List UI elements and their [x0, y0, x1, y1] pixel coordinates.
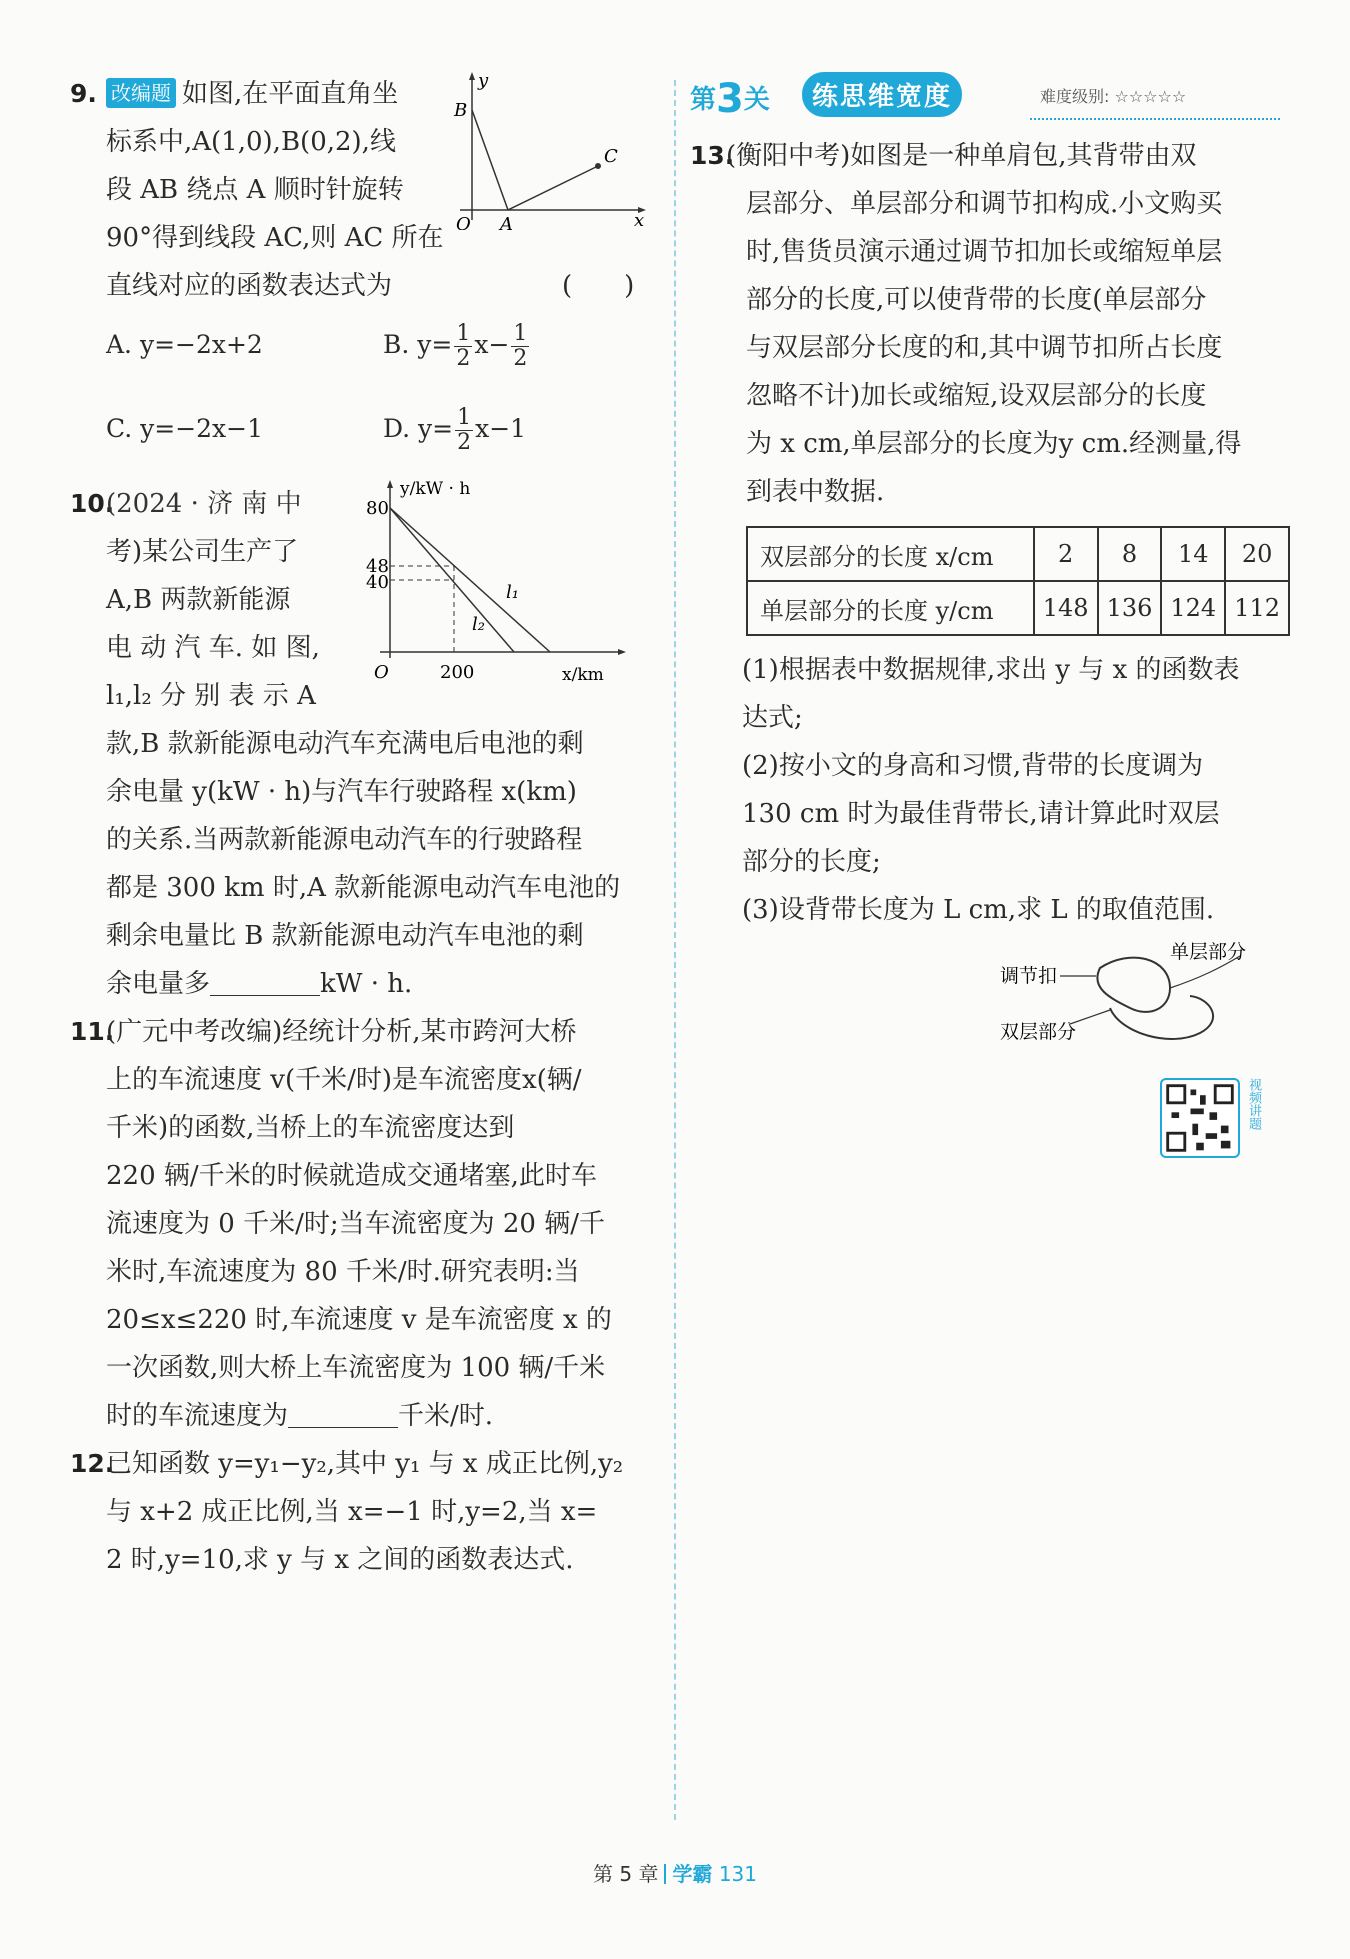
level-badge [690, 76, 770, 122]
bag-strap-icon [1097, 958, 1170, 1012]
page-footer [0, 1858, 1350, 1887]
x-axis-arrow [618, 649, 626, 655]
line-l1 [390, 508, 550, 652]
q9-text: 如图,在平面直角坐 [182, 79, 399, 109]
tick-80: 80 [366, 498, 389, 519]
q9-text-last [70, 262, 660, 310]
label-l1: l₁ [506, 582, 519, 603]
qr-finder [1215, 1086, 1232, 1103]
q13-text: (衡阳中考)如图是一种单肩包,其背带由双 [726, 141, 1197, 171]
q11-text-last [70, 1392, 660, 1440]
q10-text: l₁,l₂ 分 别 表 示 A [106, 681, 316, 711]
q11-text: 20≤x≤220 时,车流速度 v 是车流密度 x 的 [106, 1305, 612, 1335]
q12-line-1 [70, 1440, 660, 1488]
q11-number: 11. [70, 1017, 115, 1046]
qr-label: 视频讲题 [1246, 1078, 1261, 1130]
question-9 [70, 70, 660, 480]
q9-text: 标系中,A(1,0),B(0,2),线 [106, 127, 396, 157]
bag-body-icon [1110, 996, 1213, 1039]
q9-options-row-1 [70, 310, 660, 380]
level-post: 关 [743, 85, 770, 115]
footer-separator [664, 1864, 666, 1884]
table-row [747, 527, 1289, 581]
table-cell: 20 [1225, 527, 1289, 581]
denominator: 2 [456, 346, 471, 371]
tick-40: 40 [366, 572, 389, 593]
tick-200: 200 [440, 662, 475, 683]
qr-module [1191, 1109, 1204, 1115]
q10-energy-graph [350, 472, 650, 692]
y-axis-arrow [387, 480, 393, 488]
q9-option-b[interactable] [383, 310, 660, 380]
origin-label: O [374, 662, 389, 683]
label-single: 单层部分 [1170, 941, 1247, 963]
table-header-y: 单层部分的长度 y/cm [747, 581, 1034, 635]
q9-option-b-prefix: B. y= [383, 330, 453, 359]
point-a-label: A [500, 214, 513, 230]
q10-answer-blank[interactable] [210, 972, 320, 996]
table-header-x: 双层部分的长度 x/cm [747, 527, 1034, 581]
table-cell: 14 [1161, 527, 1225, 581]
q13-line-1 [690, 132, 1290, 180]
column-divider [674, 80, 676, 1820]
qr-module [1191, 1090, 1197, 1096]
q10-text: A,B 两款新能源 [106, 585, 291, 615]
q13-subquestion-1: (1)根据表中数据规律,求出 y 与 x 的函数表 [742, 655, 1240, 685]
segment-ab [472, 110, 508, 210]
q11-text: 上的车流速度 v(千米/时)是车流密度x(辆/ [106, 1065, 582, 1095]
footer-brand: 学霸 [672, 1862, 713, 1886]
q13-text: 忽略不计)加长或缩短,设双层部分的长度 [746, 381, 1207, 411]
numerator: 1 [513, 321, 528, 346]
q11-text: (广元中考改编)经统计分析,某市跨河大桥 [106, 1017, 577, 1047]
qr-code-icon[interactable] [1160, 1078, 1240, 1158]
right-column [690, 70, 1290, 1158]
qr-module [1200, 1095, 1206, 1105]
q13-subquestion-3: (3)设背带长度为 L cm,求 L 的取值范围. [742, 895, 1215, 925]
level-number: 3 [716, 76, 744, 122]
page-number: 131 [718, 1862, 757, 1886]
q13-text: 与双层部分长度的和,其中调节扣所占长度 [746, 333, 1223, 363]
q13-text: 部分的长度,可以使背带的长度(单层部分 [746, 285, 1207, 315]
q12-text: 已知函数 y=y₁−y₂,其中 y₁ 与 x 成正比例,y₂ [106, 1449, 624, 1479]
q11-line-1 [70, 1008, 660, 1056]
qr-finder [1168, 1086, 1185, 1103]
label-double: 双层部分 [1000, 1021, 1077, 1043]
q9-option-a[interactable]: A. y=−2x+2 [106, 330, 263, 359]
q11-text: 一次函数,则大桥上车流密度为 100 辆/千米 [106, 1353, 606, 1383]
denominator: 2 [457, 430, 472, 455]
qr-module [1221, 1126, 1229, 1134]
qr-module [1196, 1143, 1204, 1151]
q13-number: 13. [690, 141, 735, 170]
y-axis-label: y/kW · h [400, 479, 471, 499]
q13-subquestion-2: (2)按小文的身高和习惯,背带的长度调为 [742, 751, 1204, 781]
q10-text: (2024 · 济 南 中 [106, 489, 302, 519]
point-c-label: C [604, 146, 618, 167]
q10-text: 余电量多 [106, 969, 211, 999]
q11-text: 千米/时. [398, 1401, 494, 1431]
origin-label: O [456, 214, 471, 230]
label-l2: l₂ [472, 614, 485, 635]
question-12 [70, 1440, 660, 1584]
denominator: 2 [513, 346, 528, 371]
q10-text: kW · h. [320, 969, 413, 999]
numerator: 1 [457, 405, 472, 430]
q11-text: 流速度为 0 千米/时;当车流密度为 20 辆/千 [106, 1209, 605, 1239]
point-c [595, 163, 601, 169]
q9-number: 9. [70, 79, 97, 108]
segment-ac [508, 166, 598, 210]
q12-text: 与 x+2 成正比例,当 x=−1 时,y=2,当 x= [106, 1497, 598, 1527]
tick-48: 48 [366, 556, 389, 577]
qr-block[interactable] [1160, 1078, 1290, 1158]
table-row [747, 581, 1289, 635]
q13-text: 到表中数据. [746, 477, 885, 507]
table-cell: 8 [1098, 527, 1162, 581]
x-axis-label: x/km [562, 665, 604, 685]
q11-text: 时的车流速度为 [106, 1401, 289, 1431]
q9-text: 90°得到线段 AC,则 AC 所在 [106, 223, 444, 253]
question-11 [70, 1008, 660, 1440]
q10-text: 的关系.当两款新能源电动汽车的行驶路程 [106, 825, 583, 855]
q10-text: 剩余电量比 B 款新能源电动汽车电池的剩 [106, 921, 584, 951]
label-buckle: 调节扣 [1000, 965, 1058, 987]
q10-number: 10. [70, 489, 115, 518]
q13-subquestion-2-cont: 130 cm 时为最佳背带长,请计算此时双层 [742, 799, 1220, 829]
section-title: 练思维宽度 [802, 72, 962, 117]
q10-text: 款,B 款新能源电动汽车充满电后电池的剩 [106, 729, 584, 759]
q9-option-c[interactable]: C. y=−2x−1 [106, 414, 264, 443]
q10-text: 都是 300 km 时,A 款新能源电动汽车电池的 [106, 873, 621, 903]
fraction [455, 406, 473, 455]
fraction [511, 322, 529, 371]
table-cell: 2 [1034, 527, 1098, 581]
q9-text: 段 AB 绕点 A 顺时针旋转 [106, 175, 404, 205]
q9-option-d-prefix: D. y= [383, 414, 454, 443]
qr-module [1192, 1124, 1198, 1135]
q9-options-row-2 [70, 394, 660, 464]
level-pre: 第 [690, 85, 717, 115]
point-b-label: B [454, 100, 468, 121]
q10-text: 余电量 y(kW · h)与汽车行驶路程 x(km) [106, 777, 577, 807]
qr-module [1221, 1141, 1231, 1149]
x-axis-label: x [634, 210, 645, 230]
q12-number: 12. [70, 1449, 115, 1478]
q9-option-b-mid: x− [474, 330, 510, 359]
header-dotted-line [1030, 118, 1280, 120]
q9-option-d-suffix: x−1 [475, 414, 527, 443]
table-cell: 124 [1161, 581, 1225, 635]
table-cell: 148 [1034, 581, 1098, 635]
q10-text: 考)某公司生产了 [106, 537, 299, 567]
qr-finder [1168, 1133, 1185, 1150]
left-column [70, 70, 660, 1584]
q10-text-last [70, 960, 660, 1008]
q11-text: 米时,车流速度为 80 千米/时.研究表明:当 [106, 1257, 580, 1287]
q10-text: 电 动 汽 车. 如 图, [106, 633, 320, 663]
q9-answer-paren: ( ) [562, 271, 635, 301]
fraction [454, 322, 472, 371]
table-cell: 136 [1098, 581, 1162, 635]
q13-text: 为 x cm,单层部分的长度为y cm.经测量,得 [746, 429, 1242, 459]
q13-text: 时,售货员演示通过调节扣加长或缩短单层 [746, 237, 1223, 267]
y-axis-arrow [469, 72, 475, 80]
difficulty-rating: 难度级别: ☆☆☆☆☆ [1040, 87, 1187, 106]
q9-text: 直线对应的函数表达式为 [106, 271, 393, 301]
table-cell: 112 [1225, 581, 1289, 635]
q12-text: 2 时,y=10,求 y 与 x 之间的函数表达式. [106, 1545, 574, 1575]
q9-coordinate-figure [450, 70, 650, 230]
q9-option-d[interactable] [383, 394, 660, 464]
q13-subquestion-1-cont: 达式; [742, 703, 803, 733]
question-13 [690, 132, 1290, 1158]
qr-module [1210, 1112, 1218, 1120]
section-header [690, 70, 1290, 126]
footer-chapter: 第 5 章 [593, 1862, 659, 1886]
numerator: 1 [456, 321, 471, 346]
q11-text: 220 辆/千米的时候就造成交通堵塞,此时车 [106, 1161, 597, 1191]
q9-tag: 改编题 [106, 78, 176, 108]
y-axis-label: y [478, 70, 489, 91]
q13-text: 层部分、单层部分和调节扣构成.小文购买 [746, 189, 1223, 219]
qr-module [1206, 1133, 1217, 1139]
bag-figure [970, 938, 1290, 1068]
qr-module [1172, 1112, 1180, 1118]
q11-text: 千米)的函数,当桥上的车流密度达到 [106, 1113, 515, 1143]
q11-answer-blank[interactable] [288, 1404, 398, 1428]
q13-subquestion-2-cont: 部分的长度; [742, 847, 881, 877]
question-10 [70, 480, 660, 1008]
q13-data-table [746, 526, 1290, 636]
